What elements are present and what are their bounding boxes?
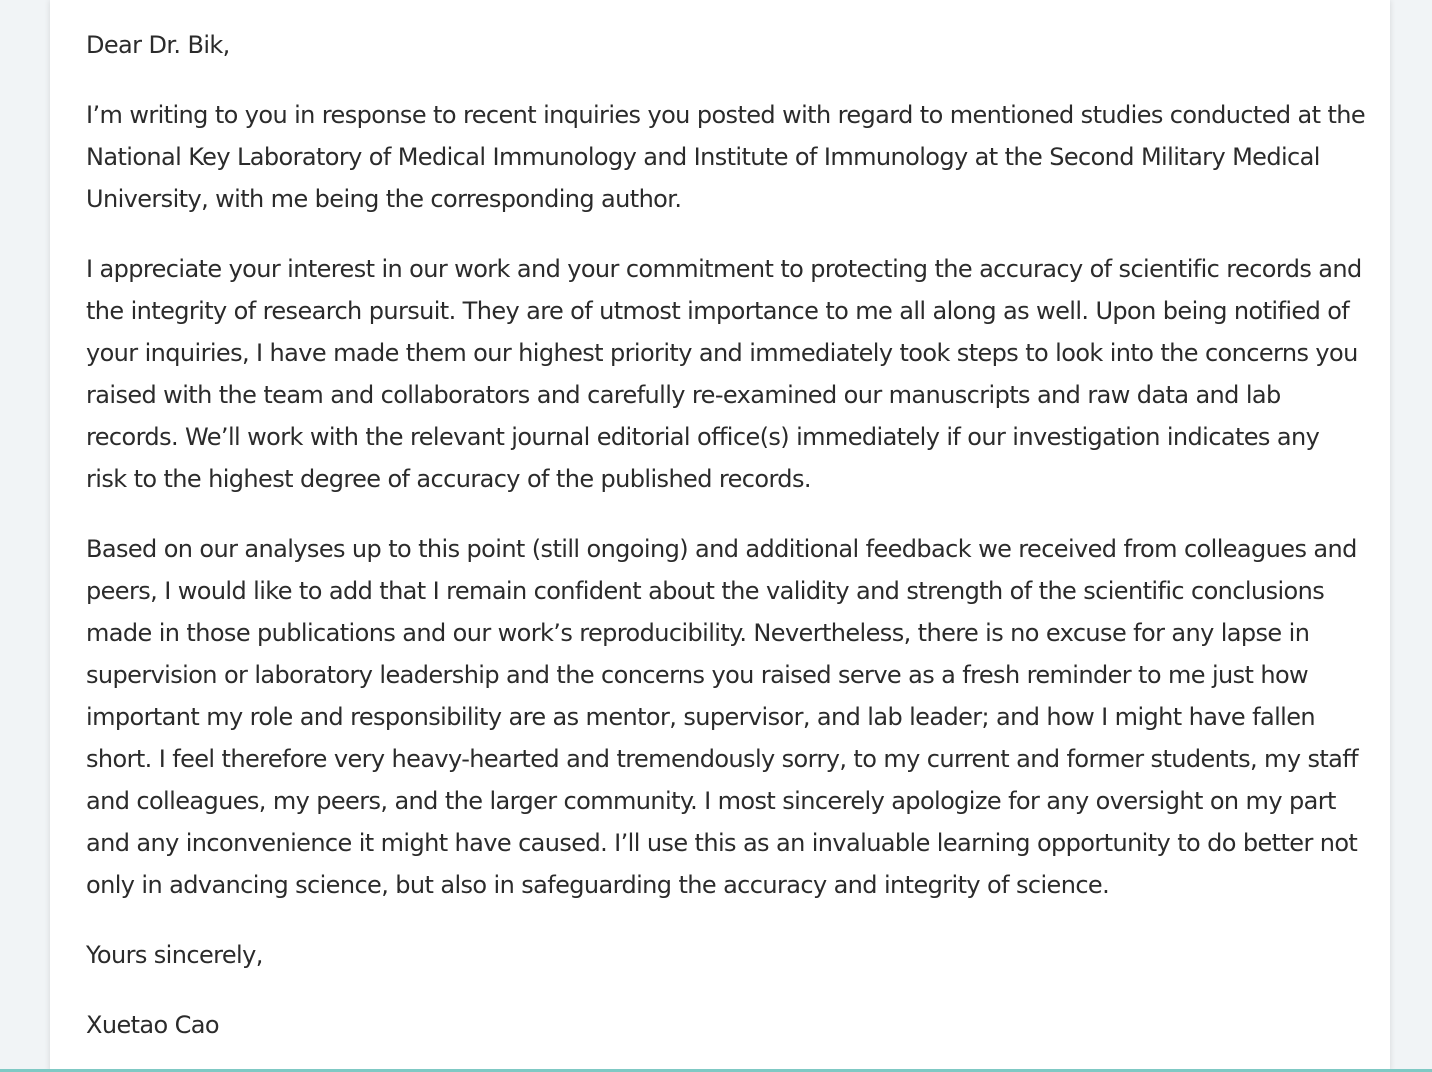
letter-body	[86, 24, 1390, 1046]
letter-paragraph-2: I appreciate your interest in our work and your commitment to protecting the accuracy of scientific records and the integrity of research pursuit. They are of utmost importance to me all along as well. Upon being notified of your inquiries, I have made them our highest priority and immediately took steps to look into the concerns you raised with the team and collaborators and carefully re-examined our manuscripts and raw data and lab records. We’ll work with the relevant journal editorial office(s) immediately if our investigation indicates any risk to the highest degree of accuracy of the published records.	[86, 255, 1362, 493]
letter-paragraph-1: I’m writing to you in response to recent inquiries you posted with regard to mentioned studies conducted at the National Key Laboratory of Medical Immunology and Institute of Immunology at the Second Military Medical University, with me being the corresponding author.	[86, 101, 1366, 213]
letter-paragraph-3: Based on our analyses up to this point (still ongoing) and additional feedback we received from colleagues and peers, I would like to add that I remain confident about the validity and strength of the scientific conclusions made in those publications and our work’s reproducibility. Nevertheless, there is no excuse for any lapse in supervision or laboratory leadership and the concerns you raised serve as a fresh reminder to me just how important my role and responsibility are as mentor, supervisor, and lab leader; and how I might have fallen short. I feel therefore very heavy-hearted and tremendously sorry, to my current and former students, my staff and colleagues, my peers, and the larger community. I most sincerely apologize for any oversight on my part and any inconvenience it might have caused. I’ll use this as an invaluable learning opportunity to do better not only in advancing science, but also in safeguarding the accuracy and integrity of science.	[86, 535, 1358, 899]
letter-closing: Yours sincerely,	[86, 941, 263, 969]
letter-signature: Xuetao Cao	[86, 1011, 219, 1039]
letter-salutation: Dear Dr. Bik,	[86, 31, 230, 59]
letter-card	[50, 0, 1390, 1072]
